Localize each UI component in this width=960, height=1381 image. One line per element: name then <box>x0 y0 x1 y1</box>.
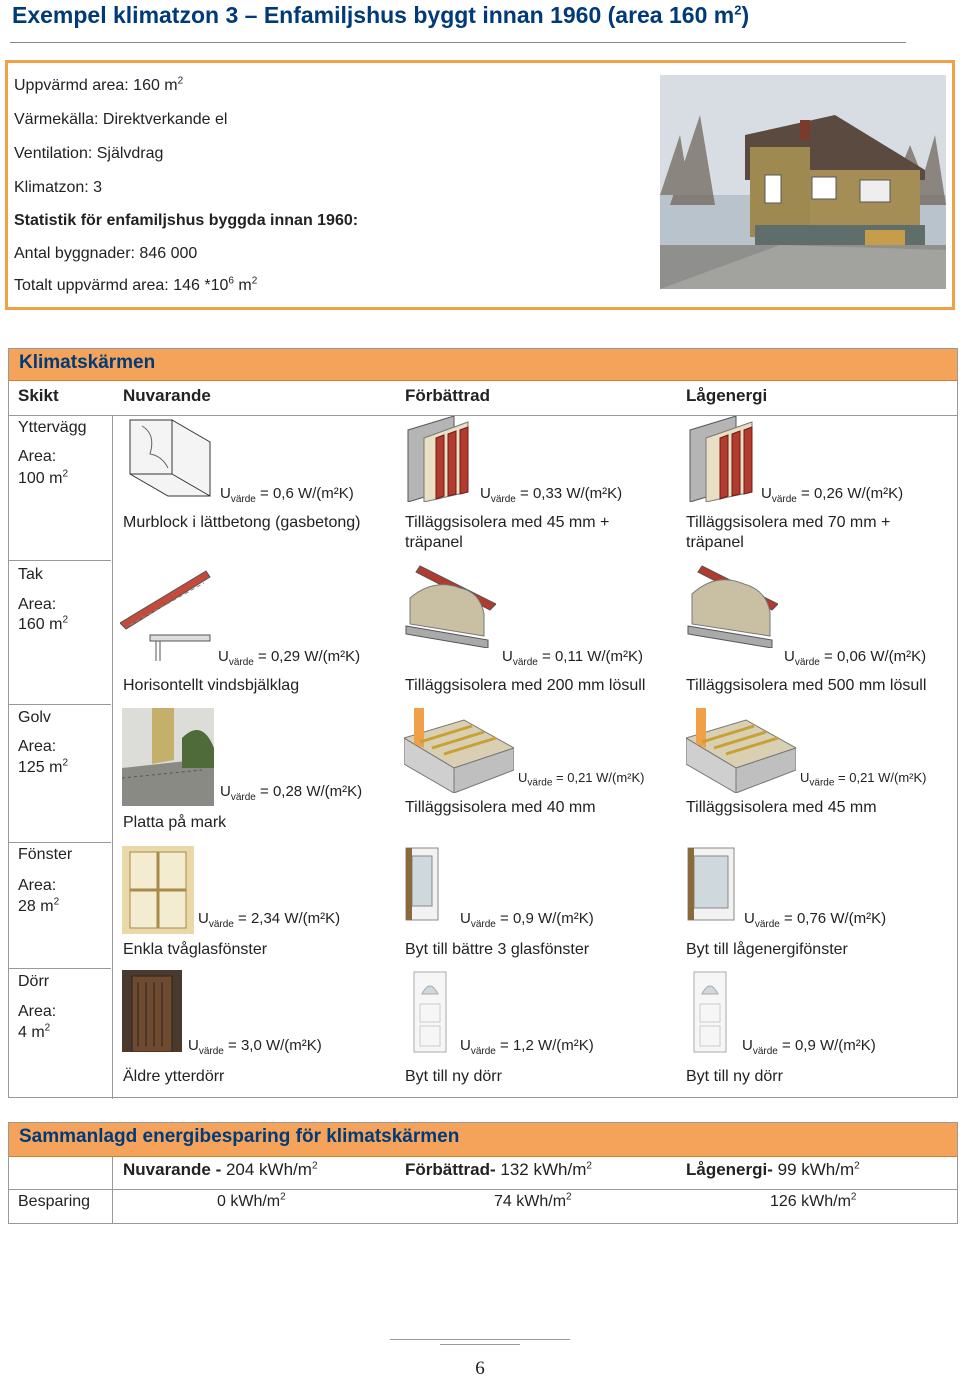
row-door-area: 4 $m^2$ <box>18 1022 51 1041</box>
floor-current-icon <box>122 708 214 806</box>
roof-improved-desc: Tilläggsisolera med 200 mm lösull <box>405 677 646 694</box>
row-window-name: Fönster <box>18 846 73 863</box>
header-improved: Förbättrad <box>405 386 490 405</box>
wall-current-u: $U_{värde} = 0,6$ W/(m²K) <box>220 485 354 505</box>
window-current-desc: Enkla tvåglasfönster <box>123 941 268 958</box>
summary-current: Nuvarande - 204 kWh/$m^2$ <box>123 1160 318 1179</box>
savings-label: Besparing <box>18 1193 91 1210</box>
floor-current-u: $U_{värde} = 0,28$ W/(m²K) <box>220 783 363 803</box>
row-floor-area-label: Area: <box>18 738 57 755</box>
roof-current-icon <box>120 565 212 661</box>
roof-low-energy-icon <box>686 564 778 648</box>
row-divider <box>9 704 111 705</box>
row-wall-name: Yttervägg <box>18 419 87 436</box>
row-door-name: Dörr <box>18 973 50 990</box>
summary-divider <box>9 1189 957 1190</box>
row-window-area-label: Area: <box>18 877 57 894</box>
row-door-area-label: Area: <box>18 1003 57 1020</box>
floor-improved-desc: Tilläggsisolera med 40 mm <box>405 799 596 816</box>
window-improved-desc: Byt till bättre 3 glasfönster <box>405 941 590 958</box>
wall-low-energy-u: $U_{värde} = 0,26$ W/(m²K) <box>761 485 904 505</box>
floor-improved-u: $U_{värde} = 0,21$ W/(m²K) <box>518 770 645 789</box>
roof-low-energy-desc: Tilläggsisolera med 500 mm lösull <box>686 677 927 694</box>
header-layer: Skikt <box>18 386 59 405</box>
wall-improved-u: $U_{värde} = 0,33$ W/(m²K) <box>480 485 623 505</box>
column-divider <box>112 415 113 1099</box>
wall-low-energy-desc-2: träpanel <box>686 534 744 551</box>
row-wall-area-label: Area: <box>18 448 57 465</box>
window-improved-icon <box>404 846 440 922</box>
floor-low-energy-u: $U_{värde} = 0,21$ W/(m²K) <box>800 770 927 789</box>
summary-title-bar <box>9 1123 957 1157</box>
window-low-energy-desc: Byt till lågenergifönster <box>686 941 848 958</box>
envelope-title: Klimatskärmen <box>19 352 156 373</box>
savings-current: 0 kWh/$m^2$ <box>217 1191 286 1210</box>
window-improved-u: $U_{värde} = 0,9$ W/(m²K) <box>460 910 594 930</box>
roof-current-u: $U_{värde} = 0,29$ W/(m²K) <box>218 648 361 668</box>
savings-improved: 74 kWh/$m^2$ <box>494 1191 572 1210</box>
window-low-energy-u: $U_{värde} = 0,76$ W/(m²K) <box>744 910 887 930</box>
wall-improved-icon <box>404 416 479 502</box>
floor-current-desc: Platta på mark <box>123 814 227 831</box>
envelope-title-bar <box>9 349 957 381</box>
info-ventilation: Ventilation: Självdrag <box>14 145 164 162</box>
savings-low-energy: 126 kWh/$m^2$ <box>770 1191 857 1210</box>
row-window-area: 28 $m^2$ <box>18 896 60 915</box>
roof-low-energy-u: $U_{värde} = 0,06$ W/(m²K) <box>784 648 927 668</box>
row-roof-area: 160 $m^2$ <box>18 614 69 633</box>
house-photo <box>660 75 946 289</box>
info-heat-source: Värmekälla: Direktverkande el <box>14 111 228 128</box>
footer-rule-short <box>440 1344 520 1345</box>
row-roof-name: Tak <box>18 566 43 583</box>
door-low-energy-u: $U_{värde} = 0,9$ W/(m²K) <box>742 1037 876 1057</box>
door-improved-desc: Byt till ny dörr <box>405 1068 502 1085</box>
floor-improved-icon <box>404 708 514 793</box>
page-title: Exempel klimatzon 3 – Enfamiljshus byggt innan 1960 (area 160 $m^2$) <box>12 2 750 28</box>
window-low-energy-icon <box>686 846 736 922</box>
window-current-u: $U_{värde} = 2,34$ W/(m²K) <box>198 910 341 930</box>
summary-improved: Förbättrad- 132 kWh/$m^2$ <box>405 1160 592 1179</box>
row-floor-area: 125 $m^2$ <box>18 757 69 776</box>
floor-low-energy-desc: Tilläggsisolera med 45 mm <box>686 799 877 816</box>
wall-low-energy-desc: Tilläggsisolera med 70 mm + <box>686 514 891 531</box>
info-total-area: Totalt uppvärmd area: 146 $*10^6$ $m^2$ <box>14 275 258 294</box>
roof-improved-u: $U_{värde} = 0,11$ W/(m²K) <box>502 648 644 668</box>
summary-low-energy: Lågenergi- 99 kWh/$m^2$ <box>686 1160 860 1179</box>
footer-rule <box>390 1339 570 1340</box>
wall-low-energy-icon <box>686 416 761 502</box>
door-improved-u: $U_{värde} = 1,2$ W/(m²K) <box>460 1037 594 1057</box>
wall-current-desc: Murblock i lättbetong (gasbetong) <box>123 514 361 531</box>
info-building-count: Antal byggnader: 846 000 <box>14 245 198 262</box>
door-low-energy-icon <box>692 970 728 1054</box>
row-roof-area-label: Area: <box>18 596 57 613</box>
door-current-u: $U_{värde} = 3,0$ W/(m²K) <box>188 1037 322 1057</box>
info-climate-zone: Klimatzon: 3 <box>14 179 103 196</box>
header-current: Nuvarande <box>123 386 211 405</box>
row-wall-area: 100 $m^2$ <box>18 468 69 487</box>
roof-improved-icon <box>404 564 496 648</box>
floor-low-energy-icon <box>686 708 796 793</box>
header-low-energy: Lågenergi <box>686 386 768 405</box>
title-divider <box>10 42 906 43</box>
roof-current-desc: Horisontellt vindsbjälklag <box>123 677 300 694</box>
row-divider <box>9 968 111 969</box>
row-divider <box>9 842 111 843</box>
door-current-icon <box>122 970 182 1052</box>
wall-current-icon <box>122 414 214 500</box>
info-heated-area: Uppvärmd area: 160 $m^2$ <box>14 75 184 94</box>
door-current-desc: Äldre ytterdörr <box>123 1068 225 1085</box>
wall-improved-desc-2: träpanel <box>405 534 463 551</box>
door-improved-icon <box>412 970 448 1054</box>
summary-title: Sammanlagd energibesparing för klimatskärmen <box>19 1126 460 1147</box>
window-current-icon <box>122 846 194 934</box>
info-statistics-heading: Statistik för enfamiljshus byggda innan 1960: <box>14 212 359 229</box>
door-low-energy-desc: Byt till ny dörr <box>686 1068 783 1085</box>
summary-column-divider <box>112 1157 113 1223</box>
row-divider <box>9 560 111 561</box>
page-number: 6 <box>475 1358 485 1379</box>
wall-improved-desc: Tilläggsisolera med 45 mm + <box>405 514 610 531</box>
row-floor-name: Golv <box>18 709 51 726</box>
